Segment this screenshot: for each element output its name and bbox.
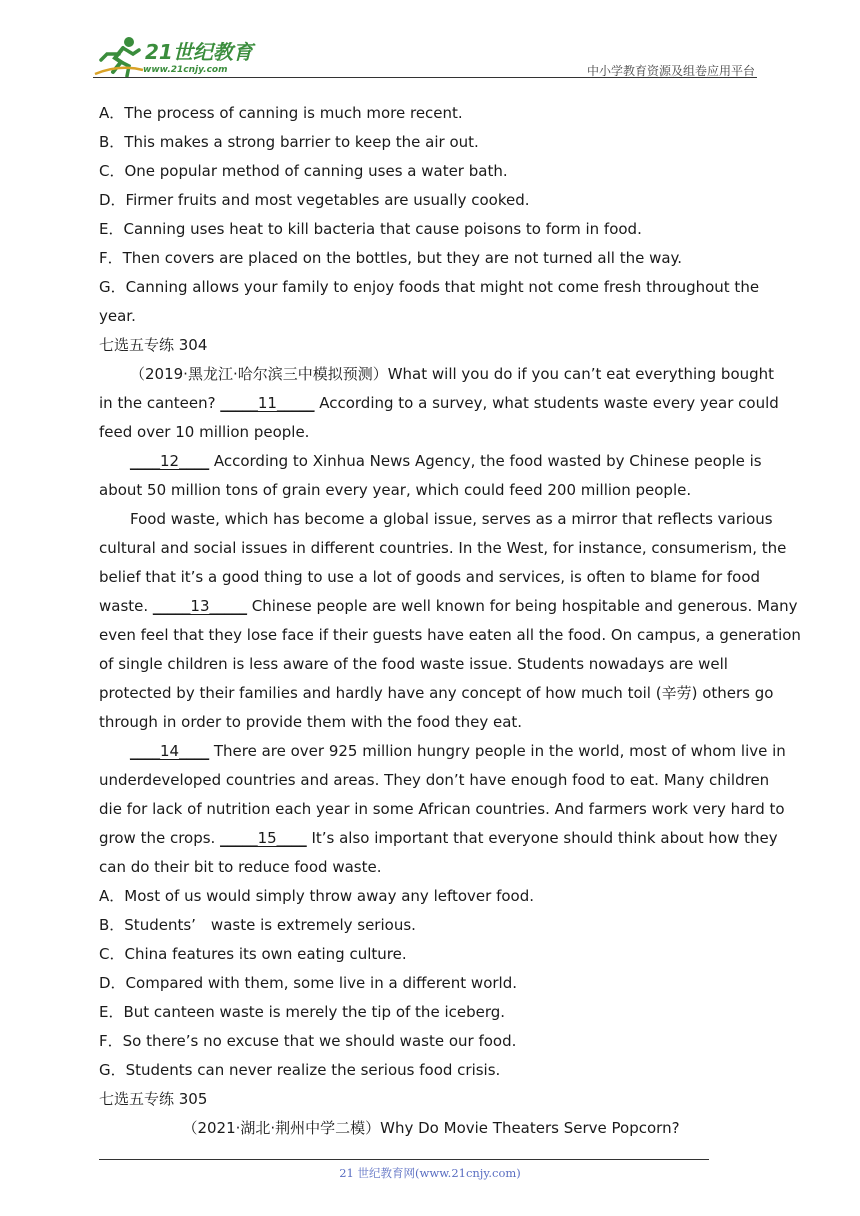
passage-line: grow the crops. _____15____ It’s also important that everyone should think about how they bbox=[99, 829, 778, 847]
option-line: G．Canning allows your family to enjoy foods that might not come fresh throughout the bbox=[99, 278, 760, 296]
option-line: F．So there’s no excuse that we should waste our food. bbox=[99, 1032, 517, 1050]
footer-divider bbox=[99, 1159, 709, 1160]
passage-line: about 50 million tons of grain every year, which could feed 200 million people. bbox=[99, 481, 692, 499]
option-line: E．Canning uses heat to kill bacteria that cause poisons to form in food. bbox=[99, 220, 642, 238]
logo-url: www.21cnjy.com bbox=[143, 65, 228, 75]
option-line: B．Students’ waste is extremely serious. bbox=[99, 916, 416, 934]
option-line: D．Firmer fruits and most vegetables are usually cooked. bbox=[99, 191, 530, 209]
document-body bbox=[99, 99, 801, 1143]
next-passage-title: （2021·湖北·荆州中学二模）Why Do Movie Theaters Serve Popcorn? bbox=[182, 1119, 680, 1137]
blank-13[interactable]: _____13_____ bbox=[152, 597, 248, 615]
passage-line: cultural and social issues in different countries. In the West, for instance, consumerism, the bbox=[99, 539, 787, 557]
option-line: G．Students can never realize the serious food crisis. bbox=[99, 1061, 501, 1079]
runner-logo-icon bbox=[93, 34, 145, 78]
section-title: 七选五专练 305 bbox=[99, 1090, 208, 1108]
option-line: A．The process of canning is much more recent. bbox=[99, 104, 463, 122]
logo-title: 21世纪教育 bbox=[145, 40, 253, 64]
passage-line: feed over 10 million people. bbox=[99, 423, 310, 441]
passage-line: can do their bit to reduce food waste. bbox=[99, 858, 382, 876]
blank-14[interactable]: ____14____ bbox=[130, 742, 210, 760]
option-line: E．But canteen waste is merely the tip of the iceberg. bbox=[99, 1003, 506, 1021]
passage-line: ____14____ There are over 925 million hungry people in the world, most of whom live in bbox=[130, 742, 786, 760]
option-line: F．Then covers are placed on the bottles, but they are not turned all the way. bbox=[99, 249, 683, 267]
section-title: 七选五专练 304 bbox=[99, 336, 208, 354]
option-line: C．One popular method of canning uses a water bath. bbox=[99, 162, 508, 180]
passage-line: protected by their families and hardly have any concept of how much toil (辛劳) others go bbox=[99, 684, 774, 702]
passage-line: through in order to provide them with the food they eat. bbox=[99, 713, 523, 731]
passage-line: waste. _____13_____ Chinese people are well known for being hospitable and generous. Many bbox=[99, 597, 798, 615]
passage-line: of single children is less aware of the food waste issue. Students nowadays are well bbox=[99, 655, 728, 673]
page-header bbox=[93, 30, 757, 80]
passage-line: in the canteen? _____11_____ According to a survey, what students waste every year could bbox=[99, 394, 779, 412]
option-line: B．This makes a strong barrier to keep the air out. bbox=[99, 133, 479, 151]
blank-15[interactable]: _____15____ bbox=[220, 829, 307, 847]
platform-label: 中小学教育资源及组卷应用平台 bbox=[586, 64, 755, 78]
passage-line: die for lack of nutrition each year in some African countries. And farmers work very hard to bbox=[99, 800, 785, 818]
passage-line: （2019·黑龙江·哈尔滨三中模拟预测）What will you do if you can’t eat everything bought bbox=[130, 365, 775, 383]
blank-12[interactable]: ____12____ bbox=[130, 452, 210, 470]
option-line: A．Most of us would simply throw away any leftover food. bbox=[99, 887, 535, 905]
blank-11[interactable]: _____11_____ bbox=[220, 394, 315, 412]
footer-link[interactable]: 21 世纪教育网(www.21cnjy.com) bbox=[339, 1166, 521, 1180]
passage-line: belief that it’s a good thing to use a lot of goods and services, is often to blame for food bbox=[99, 568, 761, 586]
passage-line: even feel that they lose face if their guests have eaten all the food. On campus, a generation bbox=[99, 626, 801, 644]
header-divider bbox=[93, 77, 757, 78]
option-line: year. bbox=[99, 307, 136, 325]
site-logo[interactable] bbox=[93, 34, 263, 78]
passage-line: ____12____ According to Xinhua News Agency, the food wasted by Chinese people is bbox=[130, 452, 762, 470]
passage-line: underdeveloped countries and areas. They don’t have enough food to eat. Many children bbox=[99, 771, 770, 789]
passage-line: Food waste, which has become a global issue, serves as a mirror that reflects various bbox=[130, 510, 773, 528]
option-line: D．Compared with them, some live in a different world. bbox=[99, 974, 517, 992]
option-line: C．China features its own eating culture. bbox=[99, 945, 407, 963]
